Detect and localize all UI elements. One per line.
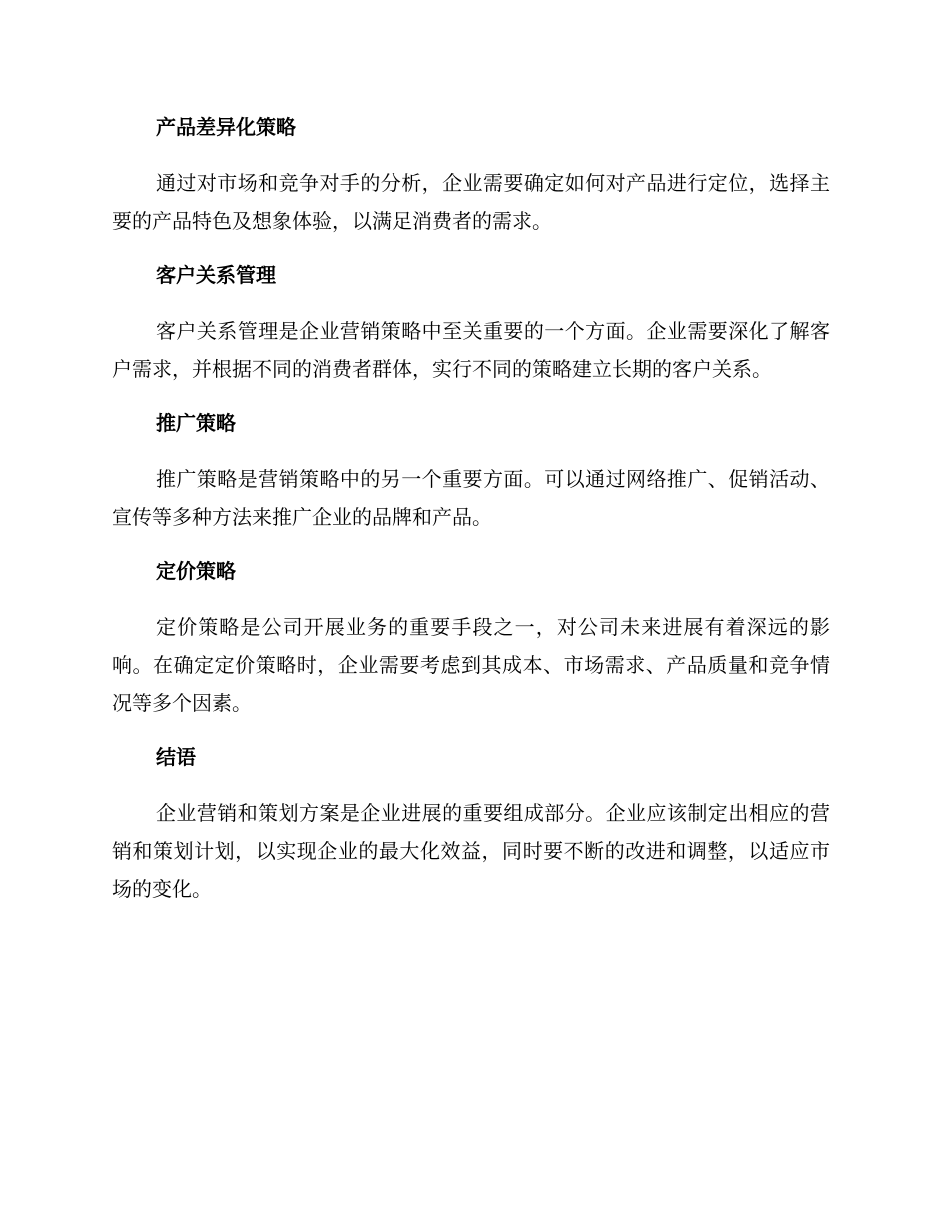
section-paragraph: 通过对市场和竞争对手的分析，企业需要确定如何对产品进行定位，选择主要的产品特色及想象体验，以满足消费者的需求。 [112, 171, 830, 233]
section-paragraph: 客户关系管理是企业营销策略中至关重要的一个方面。企业需要深化了解客户需求，并根据不同的消费者群体，实行不同的策略建立长期的客户关系。 [112, 319, 830, 381]
section-heading: 结语 [156, 745, 196, 769]
section-product-differentiation [112, 110, 830, 240]
section-heading: 客户关系管理 [156, 263, 276, 287]
section-pricing-strategy [112, 554, 830, 722]
section-paragraph: 企业营销和策划方案是企业进展的重要组成部分。企业应该制定出相应的营销和策划计划，以实现企业的最大化效益，同时要不断的改进和调整，以适应市场的变化。 [112, 801, 830, 901]
section-heading: 产品差异化策略 [156, 115, 296, 139]
section-paragraph: 定价策略是公司开展业务的重要手段之一，对公司未来进展有着深远的影响。在确定定价策略时，企业需要考虑到其成本、市场需求、产品质量和竞争情况等多个因素。 [112, 615, 830, 715]
section-conclusion [112, 740, 830, 908]
section-promotion-strategy [112, 406, 830, 536]
section-heading: 推广策略 [156, 411, 236, 435]
section-paragraph: 推广策略是营销策略中的另一个重要方面。可以通过网络推广、促销活动、宣传等多种方法来推广企业的品牌和产品。 [112, 467, 830, 529]
section-customer-relationship [112, 258, 830, 388]
section-heading: 定价策略 [156, 559, 236, 583]
